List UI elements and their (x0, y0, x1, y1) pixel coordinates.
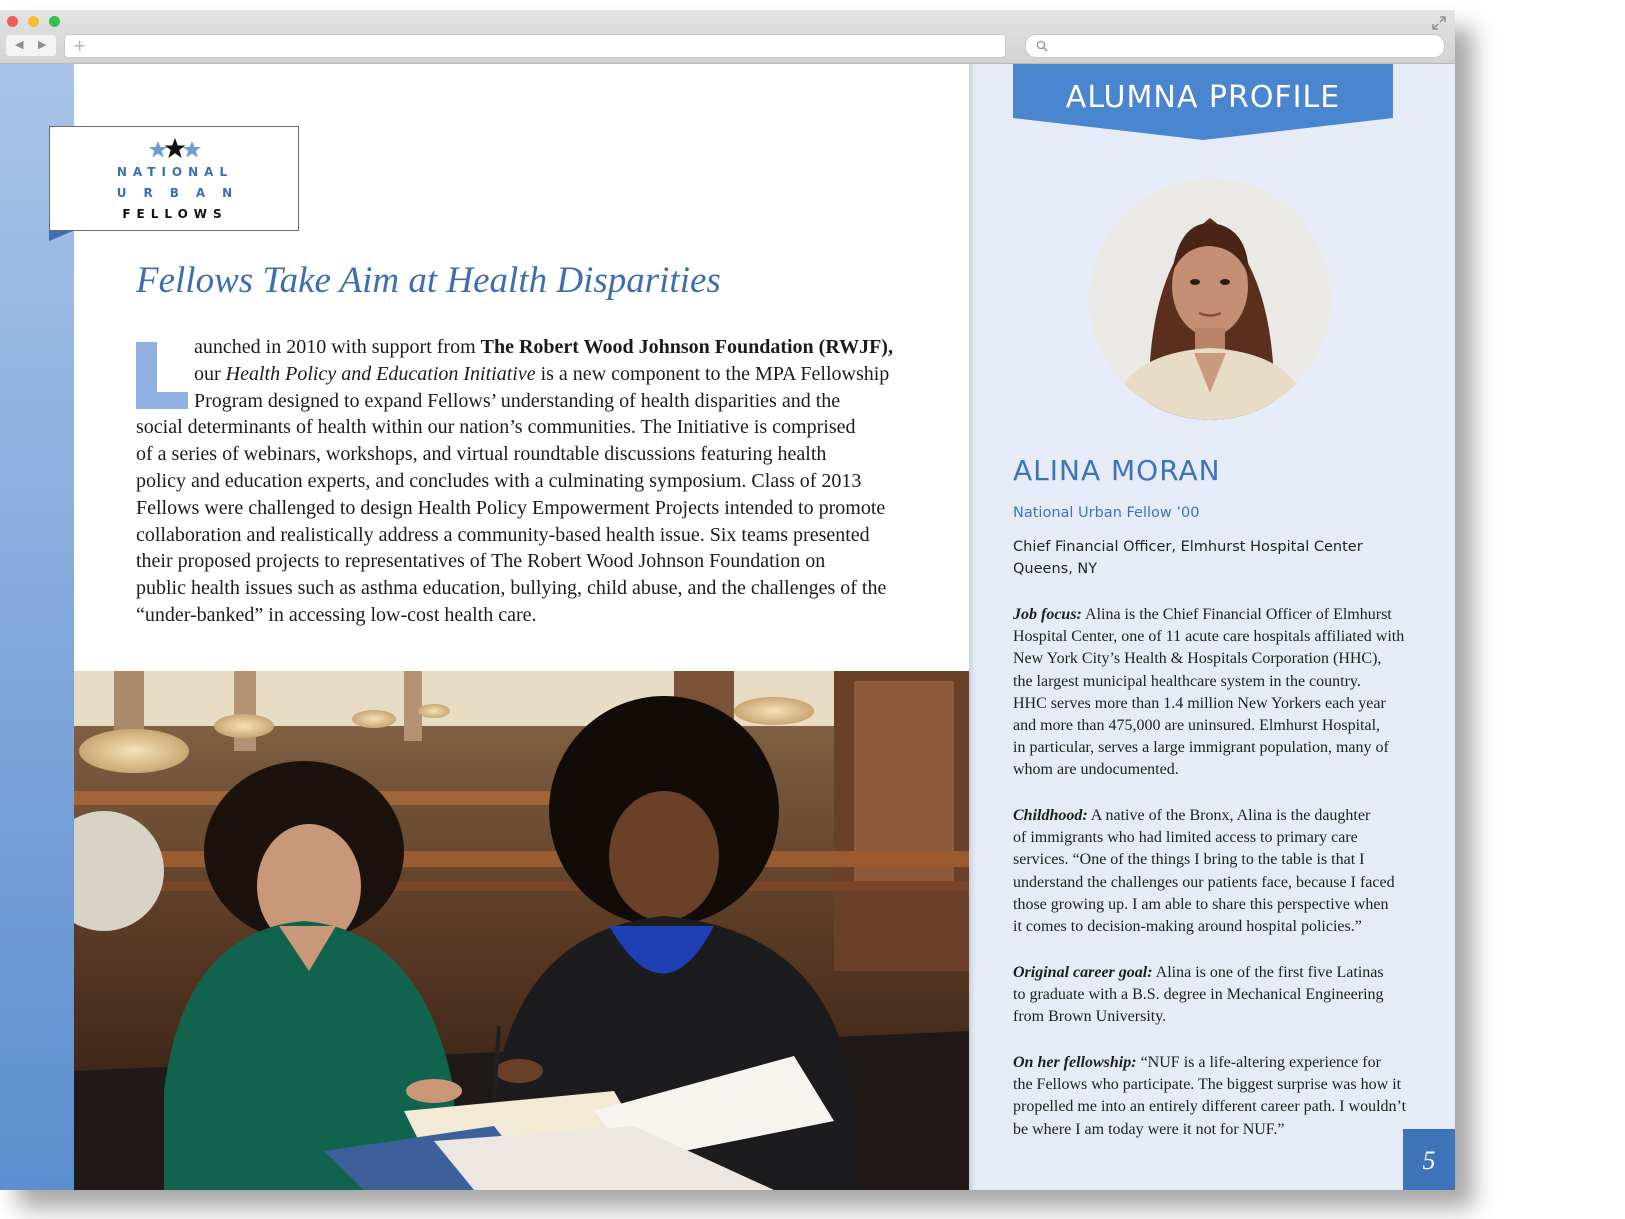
profile-line: Hospital Center, one of 11 acute care hospitals affiliated with (1013, 628, 1405, 646)
logo-ribbon-fold (49, 231, 73, 241)
profile-section-career-goal (1013, 962, 1433, 1029)
profile-line: propelled me into an entirely different career path. I wouldn’t (1013, 1098, 1407, 1116)
profile-line: from Brown University. (1013, 1008, 1167, 1026)
browser-toolbar (0, 10, 1455, 64)
job-title: Chief Financial Officer, Elmhurst Hospital Center (1013, 539, 1363, 555)
page-number: 5 (1403, 1129, 1455, 1190)
article-line: aunched in 2010 with support from The Robert Wood Johnson Foundation (RWJF), (194, 336, 893, 358)
profile-line: Job focus: Alina is the Chief Financial Officer of Elmhurst (1013, 606, 1392, 623)
nav-buttons (6, 35, 56, 56)
profile-line: Original career goal: Alina is one of the first five Latinas (1013, 964, 1384, 981)
minimize-window-button[interactable] (28, 16, 39, 27)
fullscreen-icon[interactable] (1432, 16, 1446, 30)
article-line: public health issues such as asthma education, bullying, child abuse, and the challenges of the (136, 577, 887, 600)
section-heading: Childhood: (1013, 807, 1088, 824)
article-line: their proposed projects to representatives of The Robert Wood Johnson Foundation on (136, 550, 826, 573)
profile-section-job-focus (1013, 604, 1433, 782)
logo-text-urban: URBAN (116, 186, 250, 200)
profile-line: and more than 475,000 are uninsured. Elmhurst Hospital, (1013, 716, 1381, 734)
job-location: Queens, NY (1013, 561, 1098, 577)
section-heading: On her fellowship: (1013, 1054, 1137, 1071)
section-heading: Original career goal: (1013, 964, 1153, 981)
browser-window (0, 10, 1455, 1190)
profile-line: of immigrants who had limited access to primary care (1013, 829, 1358, 847)
article-line: our Health Policy and Education Initiative is a new component to the MPA Fellowship (194, 362, 890, 385)
address-bar[interactable] (64, 34, 1006, 58)
profile-line: services. “One of the things I bring to the table is that I (1013, 851, 1365, 869)
stars-logo-icon (142, 137, 208, 161)
article-line: Fellows were challenged to design Health Policy Empowerment Projects intended to promote (136, 496, 886, 519)
article-line: Program designed to expand Fellows’ understanding of health disparities and the (194, 389, 841, 412)
profile-line: in particular, serves a large immigrant population, many of (1013, 739, 1389, 757)
alina-moran-portrait (1089, 178, 1331, 420)
article-line: of a series of webinars, workshops, and virtual roundtable discussions featuring health (136, 443, 827, 466)
article-line: “under-banked” in accessing low-cost health care. (136, 603, 537, 626)
logo-text-fellows: FELLOWS (122, 207, 228, 221)
maximize-window-button[interactable] (49, 16, 60, 27)
section-heading: Job focus: (1013, 606, 1082, 623)
profile-line: to graduate with a B.S. degree in Mechanical Engineering (1013, 986, 1384, 1004)
profile-section-childhood (1013, 805, 1433, 938)
profile-line: Childhood: A native of the Bronx, Alina is the daughter (1013, 807, 1371, 824)
profile-line: it comes to decision-making around hospital policies.” (1013, 917, 1362, 935)
profile-line: the largest municipal healthcare system in the country. (1013, 672, 1361, 690)
profile-section-fellowship (1013, 1052, 1433, 1141)
article-body (136, 334, 906, 629)
nuf-logo (49, 126, 299, 231)
forward-arrow-icon[interactable]: ▶ (38, 38, 47, 51)
logo-text-national: NATIONAL (116, 165, 234, 179)
profile-line: On her fellowship: “NUF is a life-altering experience for (1013, 1054, 1381, 1071)
search-input[interactable] (1025, 34, 1445, 58)
magazine-spread (0, 64, 1455, 1190)
new-tab-plus-icon[interactable]: + (73, 36, 87, 55)
article-line: policy and education experts, and concludes with a culminating symposium. Class of 2013 (136, 469, 862, 492)
profile-line: whom are undocumented. (1013, 761, 1179, 779)
close-window-button[interactable] (7, 16, 18, 27)
profile-line: understand the challenges our patients face, because I faced (1013, 873, 1395, 891)
profile-line: HHC serves more than 1.4 million New Yorkers each year (1013, 694, 1386, 712)
banner-title: ALUMNA PROFILE (1065, 80, 1341, 115)
job-info (1013, 536, 1363, 580)
alumna-name: ALINA MORAN (1013, 454, 1221, 487)
profile-line: the Fellows who participate. The biggest surprise was how it (1013, 1076, 1402, 1094)
back-arrow-icon[interactable]: ◀ (15, 38, 24, 51)
fellows-meeting-photo (74, 671, 969, 1190)
article-title: Fellows Take Aim at Health Disparities (136, 260, 721, 301)
article-line: collaboration and realistically address a community-based health issue. Six teams presented (136, 523, 870, 546)
article-line: social determinants of health within our nation’s communities. The Initiative is comprised (136, 416, 856, 439)
fellow-year: National Urban Fellow ’00 (1013, 505, 1200, 521)
profile-line: be where I am today were it not for NUF.” (1013, 1120, 1285, 1138)
profile-line: those growing up. I am able to share this perspective when (1013, 895, 1389, 913)
search-icon (1036, 40, 1048, 52)
profile-line: New York City’s Health & Hospitals Corporation (HHC), (1013, 650, 1382, 668)
